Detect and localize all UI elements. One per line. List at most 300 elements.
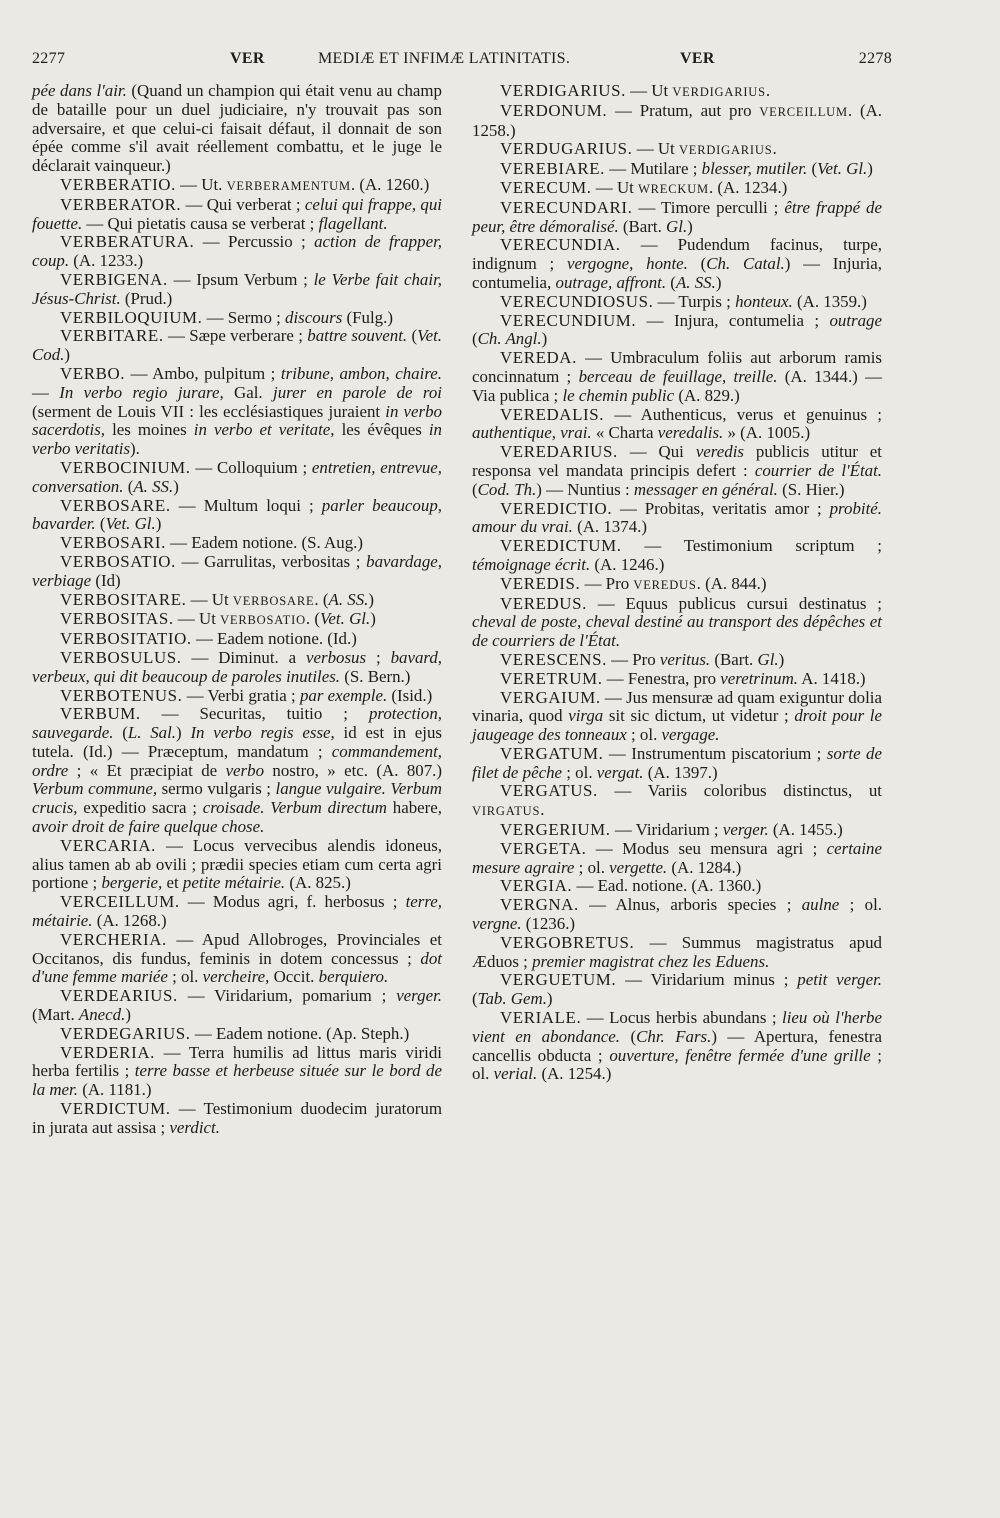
entry-headword: VERECUM.	[500, 177, 592, 197]
entry-headword: VERDUGARIUS.	[500, 139, 633, 159]
entry-text: — Eadem notione. (Id.)	[191, 629, 357, 649]
entry-translation: messager en général.	[633, 479, 778, 499]
entry-cross-reference: VERCEILLUM	[759, 104, 848, 119]
dictionary-entry	[32, 176, 442, 196]
entry-text: ; ol.	[167, 967, 203, 987]
entry-headword: VERCHERIA.	[60, 929, 167, 949]
entry-translation: sorte de filet de pêche	[472, 743, 883, 782]
dictionary-entry	[32, 459, 442, 497]
entry-translation: Gl.	[757, 649, 779, 669]
entry-text: (	[123, 476, 134, 496]
entry-text: — Probitas, veritatis amor ;	[612, 498, 830, 518]
entry-headword: VERBOSATIO.	[60, 551, 176, 571]
entry-text: — Locus vervecibus alendis idoneus, alius tamen ab ab ovili ; prædii species etiam cum certa agri portione ;	[32, 835, 442, 893]
entry-text: — Apud Allobroges, Provinciales et Occitanos, dis fundus, feminis in dotem concessus ;	[32, 929, 442, 968]
entry-headword: VEREDUS.	[500, 593, 587, 613]
entry-translation: verbo	[225, 760, 265, 780]
entry-headword: VERIALE.	[500, 1008, 582, 1028]
entry-cross-reference: VERBERAMENTUM	[226, 178, 351, 193]
dictionary-entry	[32, 705, 442, 837]
dictionary-entry	[32, 987, 442, 1025]
dictionary-entry	[472, 82, 882, 102]
entry-translation: verbosus	[306, 647, 367, 667]
entry-text: — Viridarium minus ;	[616, 970, 798, 990]
entry-translation: cheval de poste, cheval destiné au transport des dépêches et de courriers de l'État.	[472, 612, 882, 651]
entry-translation: vergette.	[609, 857, 668, 877]
entry-headword: VERBOSARI.	[60, 533, 166, 553]
entry-text: — Ut	[625, 81, 673, 100]
entry-text: . (A. 1258.)	[472, 100, 882, 140]
entry-text: . (A. 1234.)	[708, 177, 788, 197]
entry-translation: outrage, affront.	[555, 272, 667, 292]
entry-text: (A. 1284.)	[667, 857, 742, 877]
entry-text: — Colloquium ;	[190, 457, 312, 477]
entry-translation: protection, sauvegarde.	[32, 704, 442, 743]
entry-translation: Vet. Gl.	[105, 514, 156, 534]
entry-headword: VERDEGARIUS.	[60, 1023, 191, 1043]
entry-text: (	[687, 254, 707, 274]
entry-headword: VERESCENS.	[500, 649, 607, 669]
entry-text: — Garrulitas, verbositas ;	[175, 551, 367, 571]
entry-translation: terre basse et herbeuse située sur le bord de la mer.	[32, 1061, 442, 1100]
entry-text: » (A. 1005.)	[723, 423, 811, 443]
dictionary-entry	[32, 1044, 442, 1100]
dictionary-entry	[472, 312, 882, 350]
entry-translation: verger.	[722, 820, 769, 840]
dictionary-entry	[32, 1100, 442, 1138]
entry-headword: VERBO.	[60, 363, 126, 383]
entry-translation: blesser, mutiler.	[701, 159, 808, 179]
entry-text: .	[765, 81, 771, 100]
entry-cross-reference: VERBOSATIO	[220, 613, 306, 628]
entry-text: (	[407, 326, 418, 346]
entry-text: (	[472, 989, 478, 1009]
entry-text: — Qui	[617, 442, 696, 462]
left-column	[32, 82, 442, 1138]
entry-text: (A. 1359.)	[792, 291, 867, 311]
entry-translation: berceau de feuillage, treille.	[578, 366, 778, 386]
entry-text: — Pratum, aut pro	[607, 100, 760, 120]
entry-translation: terre, métairie.	[32, 892, 442, 931]
entry-headword: VERBILOQUIUM.	[60, 307, 203, 327]
entry-translation: Verbum directum	[270, 798, 388, 818]
entry-text: — Umbraculum foliis aut arborum ramis concinnatum ;	[472, 348, 882, 386]
entry-translation: lieu où l'herbe vient en abondance.	[472, 1008, 882, 1046]
entry-text: (	[666, 272, 676, 292]
entry-translation: vergat.	[596, 762, 644, 782]
entry-text: — Ipsum Verbum ;	[167, 269, 314, 289]
dictionary-entry	[472, 199, 882, 237]
entry-headword: VEREDA.	[500, 348, 577, 368]
entry-text: — Eadem notione. (S. Aug.)	[165, 533, 363, 553]
entry-text: . (A. 844.)	[696, 573, 767, 593]
entry-text: (	[807, 159, 818, 179]
entry-text: Occit.	[269, 967, 319, 987]
entry-translation: certaine mesure agraire	[472, 838, 882, 877]
entry-text: ; ol.	[839, 895, 882, 915]
entry-text: (A. 1374.)	[572, 517, 647, 537]
entry-translation: Ch. Angl.	[477, 329, 542, 349]
entry-headword: VERBOSITARE.	[60, 589, 187, 609]
entry-headword: VERGIA.	[500, 876, 573, 896]
dictionary-entry	[472, 896, 882, 934]
entry-text: (A. 1233.)	[69, 251, 144, 271]
entry-text: les moines	[105, 420, 194, 440]
entry-translation: Cod. Th.	[477, 479, 537, 499]
entry-cross-reference: VERDIGARIUS	[672, 85, 766, 99]
entry-translation: Ch. Catal.	[706, 254, 785, 274]
entry-text: Gal.	[223, 382, 273, 402]
entry-text: .	[540, 800, 545, 820]
entry-translation: verger.	[396, 986, 442, 1006]
entry-text: — Jus mensuræ ad quam exiguntur dolia vinaria, quod	[472, 687, 882, 726]
dictionary-entry	[32, 931, 442, 987]
entry-text: — Viridarium ;	[610, 820, 723, 840]
entry-text: ;	[366, 647, 391, 667]
entry-translation: ouverture, fenêtre fermée d'une grille	[609, 1045, 871, 1065]
entry-cross-reference: VIRGATUS	[472, 804, 541, 819]
entry-translation: veredis	[695, 442, 744, 462]
entry-text: — Alnus, arboris species ;	[578, 895, 802, 915]
entry-text: — Testimonium scriptum ;	[621, 536, 882, 556]
entry-text: ) — Apertura, fenestra cancellis obducta ;	[472, 1026, 882, 1065]
entry-translation: Tab. Gem.	[477, 989, 547, 1009]
entry-text: — Ut.	[175, 174, 227, 194]
entry-headword: VERGOBRETUS.	[500, 932, 635, 952]
right-page-number: 2278	[858, 50, 892, 67]
dictionary-entry	[32, 365, 442, 459]
entry-headword: VERETRUM.	[500, 668, 603, 688]
entry-translation: Vet. Cod.	[32, 326, 442, 365]
entry-text: et	[162, 873, 183, 893]
entry-text: — Ead. notione. (A. 1360.)	[572, 876, 762, 896]
entry-translation: veretrinum.	[720, 668, 798, 688]
entry-translation: Gl.	[666, 216, 688, 236]
entry-translation: flagellant.	[318, 213, 388, 233]
entry-text: expeditio sacra ;	[77, 798, 203, 818]
entry-text: )	[370, 609, 376, 629]
entry-headword: VEREDICTUM.	[500, 536, 622, 556]
entry-headword: VEREDALIS.	[500, 404, 605, 424]
entry-text: — Multum loqui ;	[170, 495, 322, 515]
entry-cross-reference: VERDIGARIUS	[678, 143, 773, 158]
entry-text: — Percussio ;	[194, 232, 315, 252]
page-header	[32, 50, 892, 72]
entry-translation: A. SS.	[675, 272, 716, 292]
entry-text: ) — Injuria, contumelia,	[472, 254, 882, 292]
entry-text: — Testimonium duodecim juratorum in jurata aut assisa ;	[32, 1099, 442, 1137]
dictionary-entry	[32, 233, 442, 271]
entry-translation: in verbo veritatis	[32, 420, 442, 459]
entry-translation: parler beaucoup, bavarder.	[32, 495, 442, 534]
entry-headword: VERBOSITATIO.	[60, 629, 192, 649]
entry-headword: VEREDICTIO.	[500, 498, 613, 518]
entry-translation: tribune, ambon, chaire.	[280, 363, 442, 383]
entry-headword: VERBITARE.	[60, 326, 164, 346]
entry-text: — Pro	[606, 649, 660, 669]
dictionary-entry	[472, 140, 882, 160]
entry-translation: discours	[285, 307, 343, 327]
entry-translation: entretien, entrevue, conversation.	[32, 457, 443, 496]
entry-translation: bergerie,	[101, 873, 163, 893]
entry-headword: VEREDARIUS.	[500, 442, 618, 462]
entry-text: (Mart.	[32, 1005, 79, 1025]
entry-text: . (	[314, 589, 329, 609]
entry-headword: VERGETA.	[500, 838, 587, 858]
entry-text: (serment de Louis VII : les ecclésiastiques juraient	[32, 401, 386, 421]
dictionary-entry	[32, 893, 442, 931]
dictionary-entry	[472, 1009, 882, 1084]
entry-text: — Diminut. a	[181, 647, 307, 667]
entry-text: (A. 825.)	[285, 873, 351, 893]
entry-text: sermo vulgaris ;	[157, 779, 276, 799]
entry-text: )	[867, 159, 873, 179]
entry-text: — Modus seu mensura agri ;	[586, 838, 827, 858]
dictionary-entry	[32, 591, 442, 611]
entry-text: — Sæpe verberare ;	[163, 326, 308, 346]
dictionary-entry	[472, 689, 882, 745]
entry-translation: avoir droit de faire quelque chose.	[32, 817, 265, 837]
entry-translation: bavard, verbeux, qui dit beaucoup de paroles inutiles.	[32, 647, 443, 686]
entry-text: (Quand un champion qui était venu au champ de bataille pour un duel judiciaire, n'y trouvait pas son adversaire, et que celui-ci faisait défaut, il donnait de son épée comme s'il avait réellement combattu, et le juge le déclarait vainqueur.)	[32, 81, 442, 176]
entry-translation: L. Sal.	[127, 723, 177, 743]
dictionary-entry	[472, 782, 882, 821]
entry-translation: veredalis.	[657, 423, 724, 443]
entry-headword: VERECUNDIUM.	[500, 310, 637, 330]
dictionary-entry	[32, 649, 442, 687]
entry-text: habere,	[387, 798, 442, 818]
entry-text: — Modus agri, f. herbosus ;	[179, 892, 406, 912]
entry-text: — Ut	[186, 589, 233, 609]
entry-text: ; ol.	[562, 762, 597, 782]
entry-text: (Prud.)	[120, 288, 173, 308]
entry-text: (	[95, 514, 106, 534]
entry-translation: langue vulgaire.	[275, 779, 386, 799]
entry-text: ; « Et præcipiat de	[68, 760, 226, 780]
entry-text: — Qui verberat ;	[181, 194, 305, 214]
entry-translation: action de frapper, coup.	[32, 232, 442, 271]
entry-text: ; ol.	[626, 725, 662, 745]
entry-headword: VERDEARIUS.	[60, 986, 178, 1006]
entry-translation: commandement, ordre	[32, 741, 442, 780]
entry-text: )	[173, 476, 179, 496]
entry-translation: droit pour le jaugeage des tonneaux	[472, 706, 882, 745]
entry-text: « Charta	[591, 423, 658, 443]
entry-translation: Verbum crucis,	[32, 779, 442, 818]
dictionary-entry	[32, 327, 442, 365]
entry-translation: bavardage, verbiage	[32, 551, 442, 590]
entry-translation: In verbo regis esse,	[190, 723, 335, 743]
dictionary-entry	[472, 821, 882, 840]
entry-headword: VERGATUM.	[500, 743, 604, 763]
entry-headword: VEREBIARE.	[500, 159, 605, 179]
entry-text: . (A. 1260.)	[350, 174, 430, 194]
entry-text: — Ambo, pulpitum ;	[125, 363, 281, 383]
entry-text: (A. 1397.)	[643, 762, 718, 782]
entry-translation: dot d'une femme mariée	[32, 948, 442, 987]
entry-text: )	[176, 723, 191, 743]
dictionary-entry	[472, 595, 882, 651]
entry-headword: VERDONUM.	[500, 100, 608, 120]
entry-translation: celui qui frappe, qui fouette.	[32, 194, 443, 233]
entry-headword: VERDICTUM.	[60, 1099, 171, 1119]
entry-translation: petit verger.	[797, 970, 882, 990]
entry-translation: le Verbe fait chair, Jésus-Christ.	[32, 269, 442, 308]
entry-translation: vergage.	[661, 725, 720, 745]
entry-text: — Ut	[632, 139, 679, 159]
entry-translation: vergogne, honte.	[566, 254, 688, 274]
dictionary-entry	[472, 651, 882, 670]
entry-headword: VEREDIS.	[500, 573, 581, 593]
entry-headword: VERBUM.	[60, 704, 141, 724]
entry-text: (A. 1455.)	[768, 820, 843, 840]
entry-text: — Locus herbis abundans ;	[581, 1008, 783, 1028]
entry-headword: VERBOSULUS.	[60, 647, 182, 667]
entry-text: — Summus magistratus apud Æduos ;	[472, 932, 882, 971]
entry-translation: courrier de l'État.	[754, 460, 882, 480]
entry-headword: VERGERIUM.	[500, 820, 611, 840]
entry-translation: le chemin public	[562, 385, 675, 405]
entry-text: )	[64, 345, 71, 365]
entry-headword: VERGNA.	[500, 895, 579, 915]
entry-text: (Bart.	[618, 216, 667, 236]
entry-text: )	[687, 216, 693, 236]
dictionary-entry	[32, 534, 442, 553]
entry-translation: outrage	[829, 310, 882, 330]
entry-text: sit sic dictum, ut videtur ;	[603, 706, 795, 726]
entry-text: )	[715, 272, 722, 292]
entry-headword: VERECUNDARI.	[500, 197, 633, 217]
entry-headword: VERBERATURA.	[60, 232, 195, 252]
entry-headword: VERCARIA.	[60, 835, 156, 855]
entry-headword: VERBIGENA.	[60, 269, 168, 289]
entry-text: (A. 1246.)	[590, 554, 665, 574]
entry-text: — Injura, contumelia ;	[636, 310, 830, 330]
left-page-number: 2277	[32, 50, 66, 67]
entry-text: id est in ejus tutela. (Id.) — Præceptum, mandatum ;	[32, 723, 443, 761]
dictionary-entry	[472, 102, 882, 141]
entry-translation: aulne	[801, 895, 840, 915]
entry-text: )	[368, 589, 375, 609]
entry-text: (1236.)	[521, 914, 576, 934]
entry-text: — Mutilare ;	[605, 159, 702, 179]
dictionary-entry	[472, 537, 882, 575]
entry-text: — Securitas, tuitio ;	[140, 704, 369, 724]
dictionary-entry	[472, 575, 882, 595]
entry-text: (S. Bern.)	[340, 666, 411, 686]
entry-headword: VERECUNDIOSUS.	[500, 291, 654, 311]
entry-text: ; ol.	[574, 857, 610, 877]
entry-text: les évêques	[334, 420, 429, 440]
dictionary-entry	[32, 82, 442, 176]
entry-translation: battre souvent.	[307, 326, 408, 346]
left-guide-word: VER	[230, 50, 265, 67]
entry-translation: Chr. Fars.	[636, 1026, 712, 1046]
dictionary-entry	[472, 670, 882, 689]
entry-translation: in verbo sacerdotis,	[32, 401, 442, 440]
entry-text: — Pudendum facinus, turpe, indignum ;	[472, 235, 882, 274]
entry-text: — Sermo ;	[202, 307, 286, 327]
dictionary-entry	[472, 745, 882, 783]
entry-text: )	[125, 1005, 131, 1025]
entry-text: (A. 1344.) — Via publica ;	[472, 366, 882, 405]
dictionary-entry	[32, 271, 442, 309]
entry-headword: VERDERIA.	[60, 1042, 156, 1062]
dictionary-entry	[472, 406, 882, 444]
entry-headword: VERBOCINIUM.	[60, 457, 191, 477]
dictionary-entry	[32, 1025, 442, 1044]
entry-translation: honteux.	[735, 291, 793, 311]
entry-translation: petite métairie.	[182, 873, 286, 893]
entry-translation: témoignage écrit.	[472, 554, 591, 574]
entry-text: ) — Nuntius :	[536, 479, 634, 499]
entry-translation: Vet. Gl.	[817, 159, 868, 179]
dictionary-entry	[472, 877, 882, 896]
entry-text: (A. 829.)	[674, 385, 740, 405]
dictionary-entry	[32, 196, 442, 234]
dictionary-entry	[472, 443, 882, 499]
entry-text: )	[778, 649, 785, 669]
entry-text: — Equus publicus cursui destinatus ;	[586, 593, 882, 613]
entry-text: — Instrumentum piscatorium ;	[603, 743, 827, 763]
entry-text: — Timore perculli ;	[632, 197, 785, 217]
dictionary-entry	[472, 500, 882, 538]
entry-text: — Viridarium, pomarium ;	[177, 986, 397, 1006]
entry-headword: VERGUETUM.	[500, 970, 617, 990]
entry-text: — Eadem notione. (Ap. Steph.)	[190, 1023, 410, 1043]
entry-translation: verdict.	[169, 1117, 220, 1137]
entry-cross-reference: VEREDUS	[633, 577, 697, 592]
entry-translation: Vet. Gl.	[319, 609, 371, 629]
dictionary-entry	[32, 309, 442, 328]
entry-translation: vercheire,	[202, 967, 270, 987]
entry-translation: verial.	[493, 1064, 538, 1084]
entry-text: — Terra humilis ad littus maris viridi herba fertilis ;	[32, 1042, 442, 1081]
entry-text: . (	[305, 609, 320, 629]
dictionary-entry	[472, 840, 882, 878]
entry-text: ).	[130, 439, 140, 459]
entry-text: )	[541, 329, 548, 349]
entry-headword: VERDIGARIUS.	[500, 81, 626, 100]
entry-text: — Fenestra, pro	[602, 668, 721, 688]
entry-translation: A. SS.	[133, 476, 174, 496]
entry-translation: in verbo et veritate,	[193, 420, 335, 440]
entry-translation: In verbo regio jurare,	[59, 382, 224, 402]
entry-text: (Isid.)	[387, 685, 433, 705]
entry-text: — Authenticus, verus et genuinus ;	[604, 404, 882, 424]
entry-text: (S. Hier.)	[777, 479, 845, 499]
entry-text: — Verbi gratia ;	[182, 685, 300, 705]
entry-text: (Fulg.)	[342, 307, 393, 327]
right-column	[472, 82, 882, 1084]
entry-text: — Variis coloribus distinctus, ut	[597, 781, 882, 801]
dictionary-entry	[32, 687, 442, 706]
entry-text: (A. 1268.)	[92, 911, 167, 931]
entry-headword: VERGAIUM.	[500, 687, 601, 707]
entry-translation: croisade.	[202, 798, 265, 818]
entry-translation: être frappé de peur, être démoralisé.	[472, 197, 882, 236]
entry-headword: VERCEILLUM.	[60, 892, 180, 912]
entry-text: )	[546, 989, 553, 1009]
entry-text: (	[620, 1026, 637, 1046]
entry-text: — Turpis ;	[653, 291, 736, 311]
dictionary-entry	[472, 236, 882, 292]
dictionary-entry	[472, 971, 882, 1009]
entry-translation: pée dans l'air.	[32, 81, 127, 100]
entry-text: (Id)	[91, 570, 121, 590]
entry-text: publicis utitur et responsa vel mandata principis defert :	[472, 442, 882, 480]
entry-translation: probité. amour du vrai.	[472, 498, 882, 537]
